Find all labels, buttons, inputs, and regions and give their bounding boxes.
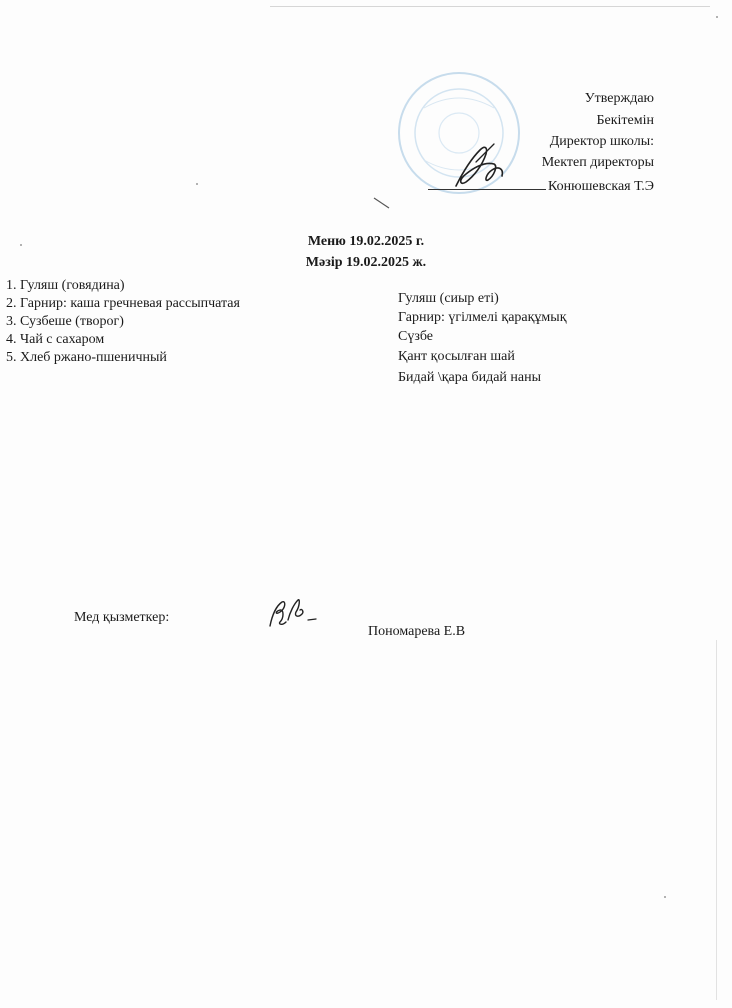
scan-speck [196,183,198,185]
menu-item-kz-5: Бидай \қара бидай наны [398,370,542,385]
director-name: Конюшевская Т.Э [548,179,654,194]
signature-underline [428,177,546,190]
approval-approve-ru: Утверждаю [584,91,654,106]
scan-speck [716,16,718,18]
scan-speck [664,896,666,898]
menu-item-ru-5: 5. Хлеб ржано-пшеничный [6,350,167,365]
approval-signature-line [428,177,654,194]
menu-item-ru-4: 4. Чай с сахаром [6,332,105,347]
menu-item-kz-1: Гуляш (сиыр еті) [398,291,499,306]
medical-worker-name: Пономарева Е.В [368,624,466,639]
scan-speck [20,244,22,246]
menu-item-ru-3: 3. Сузбеше (творог) [6,314,124,329]
menu-item-kz-3: Сүзбе [398,329,434,344]
approval-director-kz: Мектеп директоры [541,155,654,170]
menu-item-ru-1: 1. Гуляш (говядина) [6,278,125,293]
menu-item-ru-2: 2. Гарнир: каша гречневая рассыпчатая [6,296,240,311]
menu-item-kz-4: Қант қосылған шай [398,349,515,364]
approval-approve-kz: Бекітемін [596,113,654,128]
scan-border-right [716,640,717,1000]
scan-border-top [270,6,710,7]
medical-worker-label: Мед қызметкер: [74,610,170,625]
medical-worker-signature-icon [266,596,322,632]
menu-title-kz: Мәзір 19.02.2025 ж. [305,255,427,270]
approval-director-ru: Директор школы: [549,134,654,149]
scan-mark-icon [372,196,392,210]
menu-item-kz-2: Гарнир: үгілмелі қарақұмық [398,310,567,325]
menu-title-ru: Меню 19.02.2025 г. [307,234,425,249]
